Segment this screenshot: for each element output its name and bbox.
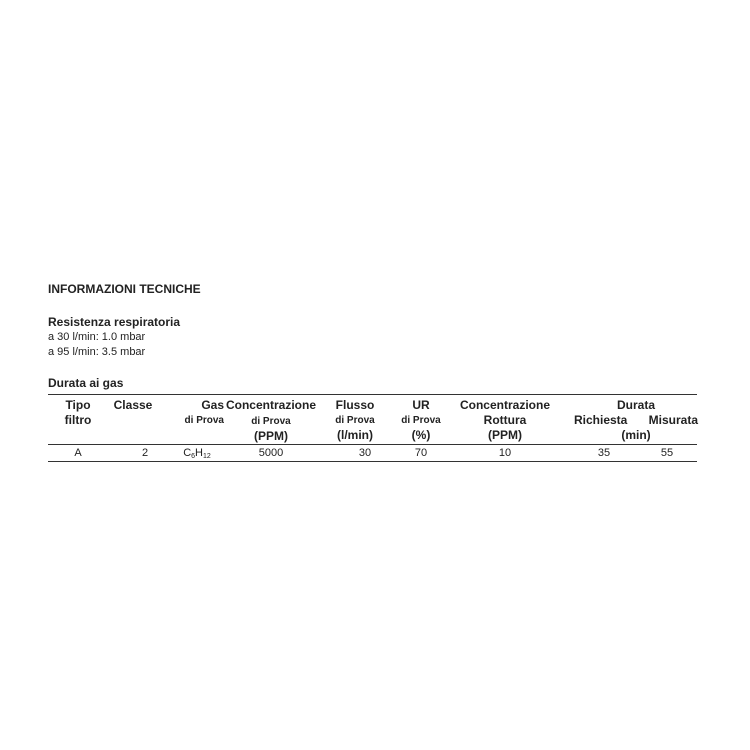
cell-tipo: A xyxy=(74,447,82,459)
table-top-rule xyxy=(48,394,697,395)
resistance-line-1: a 30 l/min: 1.0 mbar xyxy=(48,331,146,343)
header-durata: Durata Richiesta Misurata (min) xyxy=(574,398,698,442)
header-tipo-filtro: Tipo filtro xyxy=(64,398,92,427)
gas-duration-title: Durata ai gas xyxy=(48,376,124,390)
header-misurata: Misurata xyxy=(648,413,698,427)
cell-richiesta: 35 xyxy=(597,447,611,459)
cell-rottura: 10 xyxy=(498,447,512,459)
header-ur: UR di Prova (%) xyxy=(401,398,441,442)
section-title: INFORMAZIONI TECNICHE xyxy=(48,282,201,296)
resistance-title: Resistenza respiratoria xyxy=(48,315,181,329)
header-flusso: Flusso di Prova (l/min) xyxy=(335,398,375,442)
cell-gas: $C_6H_{12}$ xyxy=(183,447,211,460)
table-bottom-rule xyxy=(48,461,697,462)
header-concentrazione-rottura: Concentrazione Rottura (PPM) xyxy=(459,398,550,442)
cell-misurata: 55 xyxy=(660,447,674,459)
cell-flusso: 30 xyxy=(358,447,372,459)
header-gas: Gas di Prova xyxy=(184,398,224,426)
cell-ur: 70 xyxy=(414,447,428,459)
header-concentrazione: Concentrazione di Prova (PPM) xyxy=(225,398,316,443)
header-classe: Classe xyxy=(113,398,153,412)
resistance-line-2: a 95 l/min: 3.5 mbar xyxy=(48,346,146,358)
header-richiesta: Richiesta xyxy=(574,413,628,427)
table-header-rule xyxy=(48,444,697,445)
cell-classe: 2 xyxy=(141,447,149,459)
cell-concentrazione: 5000 xyxy=(258,447,284,459)
